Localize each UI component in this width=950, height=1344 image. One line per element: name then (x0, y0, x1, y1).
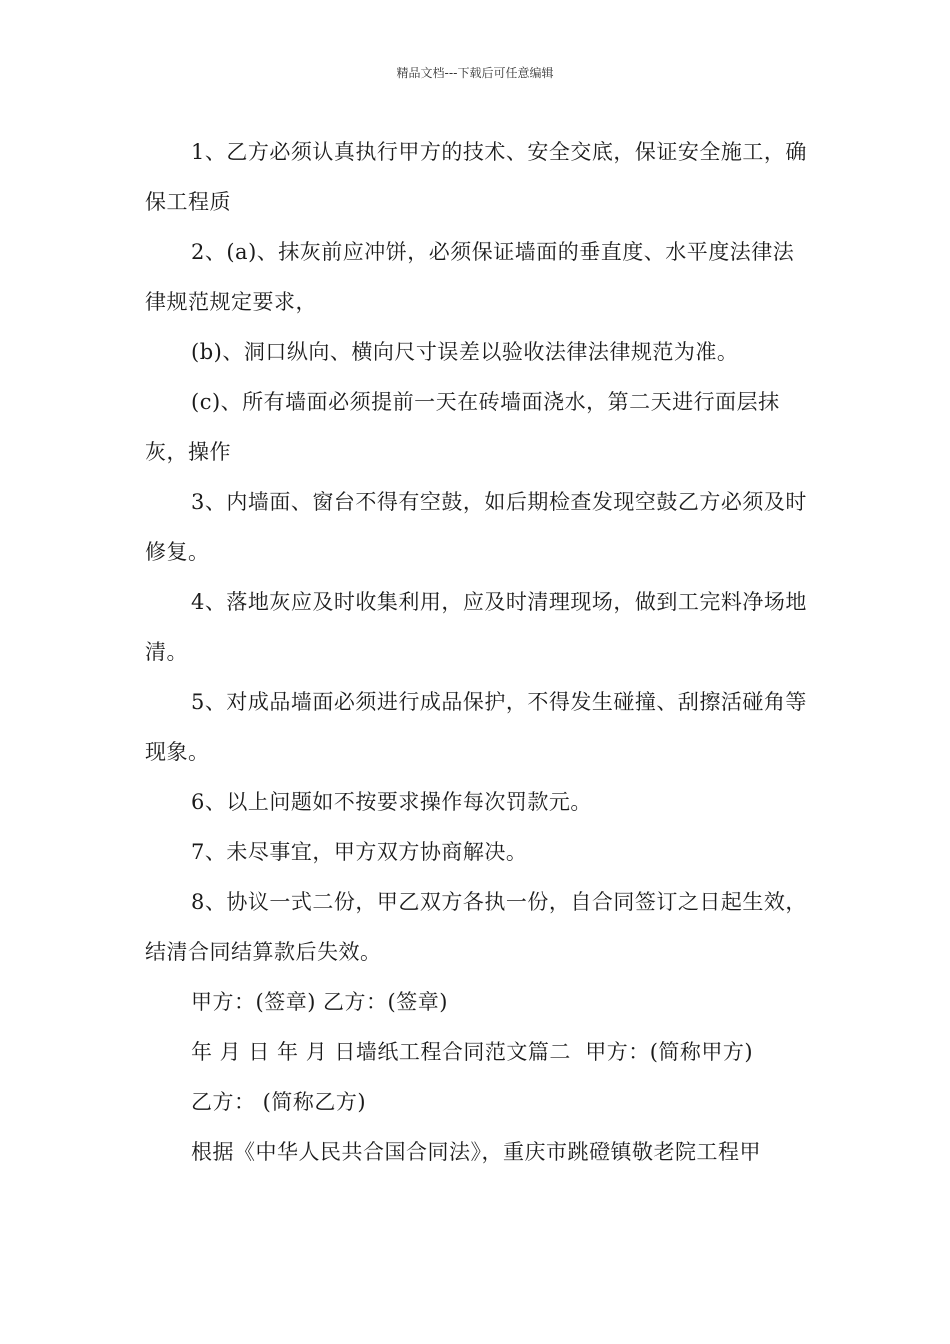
paragraph-2c: (c)、所有墙面必须提前一天在砖墙面浇水，第二天进行面层抹灰，操作 (145, 390, 780, 464)
party-b-line: 乙方： (简称乙方) (191, 1090, 367, 1114)
paragraph-1: 1、乙方必须认真执行甲方的技术、安全交底，保证安全施工，确保工程质 (145, 140, 807, 214)
paragraph-2: 2、(a)、抹灰前应冲饼，必须保证墙面的垂直度、水平度法律法律规范规定要求， (145, 240, 795, 314)
signature-line: 甲方：(签章) 乙方：(签章) (191, 990, 448, 1014)
paragraph-5: 5、对成品墙面必须进行成品保护，不得发生碰撞、刮擦活碰角等现象。 (145, 690, 807, 764)
paragraph-2b: (b)、洞口纵向、横向尺寸误差以验收法律法律规范为准。 (191, 340, 739, 364)
page-header: 精品文档---下载后可任意编辑 (396, 66, 554, 80)
paragraph-3: 3、内墙面、窗台不得有空鼓，如后期检查发现空鼓乙方必须及时修复。 (145, 490, 807, 564)
date-and-second-contract-title: 年 月 日 年 月 日墙纸工程合同范文篇二 甲方：(简称甲方) (191, 1040, 754, 1064)
paragraph-7: 7、未尽事宜，甲方双方协商解决。 (191, 840, 528, 864)
contract-law-paragraph: 根据《中华人民共合国合同法》，重庆市跳磴镇敬老院工程甲 (191, 1140, 761, 1164)
paragraph-8: 8、协议一式二份，甲乙双方各执一份，自合同签订之日起生效，结清合同结算款后失效。 (145, 890, 807, 964)
paragraph-4: 4、落地灰应及时收集利用，应及时清理现场，做到工完料净场地清。 (145, 590, 807, 664)
document-body (145, 127, 815, 1177)
paragraph-6: 6、以上问题如不按要求操作每次罚款元。 (191, 790, 592, 814)
